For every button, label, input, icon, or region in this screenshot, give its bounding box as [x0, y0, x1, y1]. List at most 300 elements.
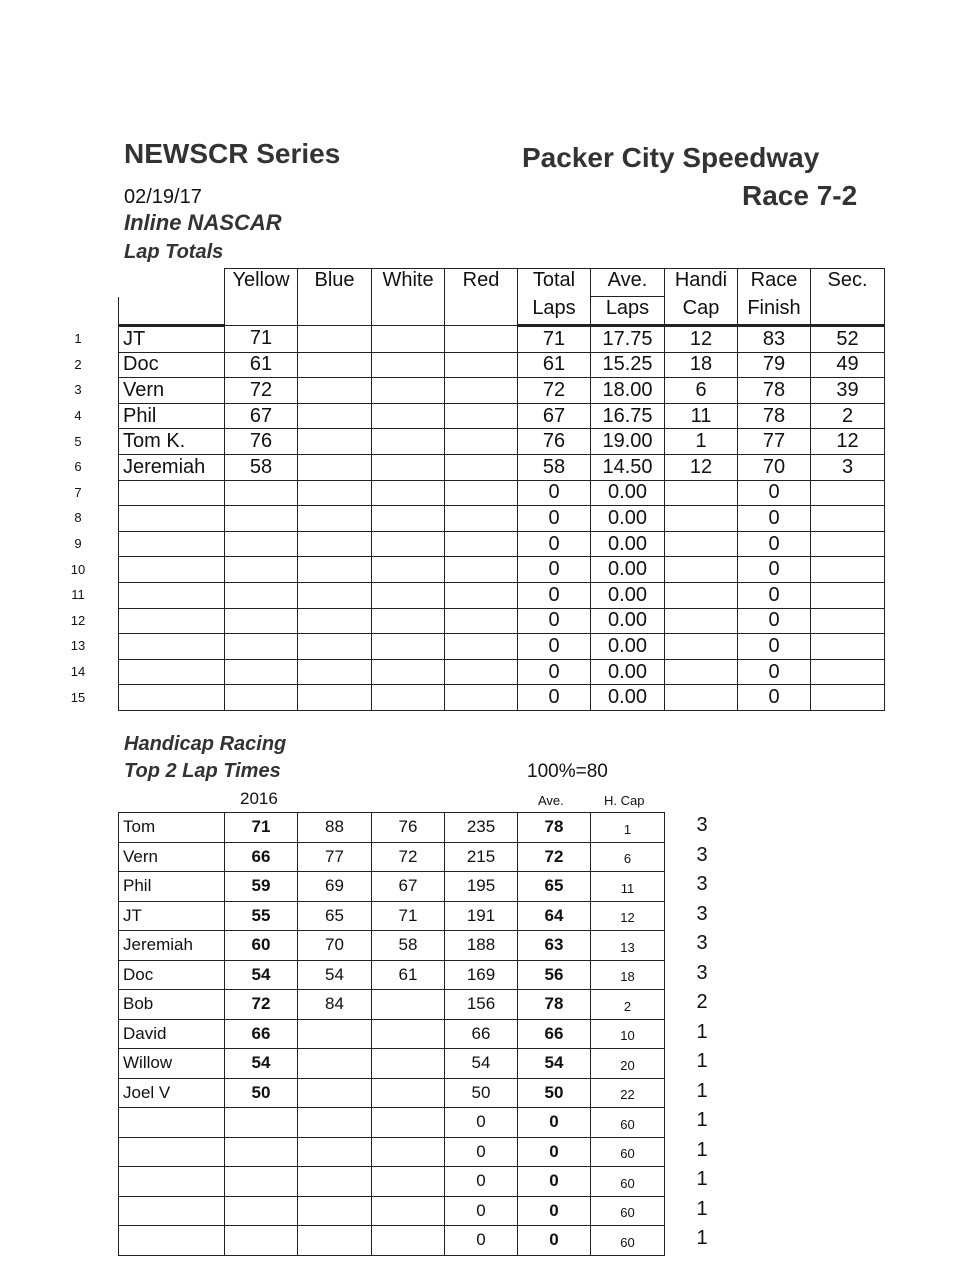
table-row — [119, 1049, 665, 1079]
driver-name: Vern — [119, 842, 225, 872]
handicap: 10 — [591, 1019, 665, 1049]
header-blank-2 — [119, 297, 225, 326]
table-row — [119, 480, 885, 506]
table-row — [119, 1167, 665, 1197]
race-finish: 0 — [738, 582, 811, 608]
red-laps — [445, 454, 518, 480]
row-number: 5 — [74, 433, 82, 449]
year-label: 2016 — [240, 789, 278, 808]
white-laps — [372, 531, 445, 557]
year-2016-laps: 66 — [225, 1019, 298, 1049]
seconds: 39 — [811, 378, 885, 404]
white-laps — [372, 429, 445, 455]
average-laps: 0.00 — [591, 659, 665, 685]
yellow-laps — [225, 582, 298, 608]
average-laps: 17.75 — [591, 326, 665, 353]
table-row — [119, 1137, 665, 1167]
driver-name — [119, 480, 225, 506]
handicap: 11 — [665, 403, 738, 429]
table-row — [119, 454, 885, 480]
average-laps: 0.00 — [591, 557, 665, 583]
blue-laps — [298, 608, 372, 634]
race-count: 1 — [696, 1079, 708, 1102]
white-laps — [372, 454, 445, 480]
header-handicap: Handi — [665, 269, 738, 297]
year-2016-laps: 54 — [225, 960, 298, 990]
average-laps: 19.00 — [591, 429, 665, 455]
driver-name: JT — [119, 901, 225, 931]
ave-label: Ave. — [538, 793, 564, 808]
average-laps: 63 — [518, 931, 591, 961]
blue-laps — [298, 378, 372, 404]
table-row — [119, 990, 665, 1020]
table-row — [119, 659, 885, 685]
yellow-laps: 67 — [225, 403, 298, 429]
handicap: 60 — [591, 1108, 665, 1138]
average-laps: 56 — [518, 960, 591, 990]
race-3-laps: 72 — [372, 842, 445, 872]
row-number: 12 — [70, 612, 86, 628]
table-row — [119, 872, 665, 902]
driver-name: Willow — [119, 1049, 225, 1079]
blue-laps — [298, 352, 372, 378]
table-row — [119, 842, 665, 872]
handicap: 60 — [591, 1196, 665, 1226]
seconds: 52 — [811, 326, 885, 353]
table-row — [119, 1226, 665, 1256]
row-number: 10 — [70, 561, 86, 577]
blue-laps — [298, 557, 372, 583]
race-2-laps: 84 — [298, 990, 372, 1020]
red-laps — [445, 352, 518, 378]
blue-laps — [298, 531, 372, 557]
red-laps — [445, 403, 518, 429]
red-laps — [445, 429, 518, 455]
average-laps: 14.50 — [591, 454, 665, 480]
header-race-finish: Finish — [738, 297, 811, 326]
seconds — [811, 506, 885, 532]
race-finish: 83 — [738, 326, 811, 353]
race-count: 3 — [696, 814, 708, 837]
table-row — [119, 531, 885, 557]
seconds: 49 — [811, 352, 885, 378]
lap-totals-table — [118, 268, 885, 711]
white-laps — [372, 378, 445, 404]
total-laps: 76 — [518, 429, 591, 455]
handicap — [665, 659, 738, 685]
race-2-laps — [298, 1226, 372, 1256]
handicap — [665, 608, 738, 634]
header-yellow: Yellow — [225, 269, 298, 326]
seconds — [811, 608, 885, 634]
row-number: 3 — [74, 382, 82, 398]
handicap: 6 — [591, 842, 665, 872]
blue-laps — [298, 480, 372, 506]
seconds: 12 — [811, 429, 885, 455]
race-2-laps — [298, 1196, 372, 1226]
driver-name: Joel V — [119, 1078, 225, 1108]
driver-name: Vern — [119, 378, 225, 404]
race-date: 02/19/17 — [124, 186, 202, 208]
race-3-laps — [372, 1226, 445, 1256]
handicap: 1 — [591, 813, 665, 843]
total-laps: 0 — [445, 1137, 518, 1167]
driver-name — [119, 582, 225, 608]
race-finish: 78 — [738, 378, 811, 404]
driver-name: Tom — [119, 813, 225, 843]
total-laps: 54 — [445, 1049, 518, 1079]
red-laps — [445, 480, 518, 506]
row-number: 11 — [71, 587, 85, 603]
race-finish: 0 — [738, 685, 811, 711]
handicap: 18 — [665, 352, 738, 378]
race-3-laps — [372, 1196, 445, 1226]
header-white: White — [372, 269, 445, 326]
race-count: 3 — [696, 961, 708, 984]
race-3-laps — [372, 990, 445, 1020]
table-row — [119, 326, 885, 353]
total-laps: 58 — [518, 454, 591, 480]
handicap: 22 — [591, 1078, 665, 1108]
race-3-laps: 61 — [372, 960, 445, 990]
race-finish: 79 — [738, 352, 811, 378]
race-finish: 0 — [738, 531, 811, 557]
total-laps: 215 — [445, 842, 518, 872]
year-2016-laps: 66 — [225, 842, 298, 872]
seconds — [811, 659, 885, 685]
race-finish: 0 — [738, 506, 811, 532]
total-laps: 71 — [518, 326, 591, 353]
handicap-subtitle: Top 2 Lap Times — [124, 760, 281, 782]
red-laps — [445, 326, 518, 353]
race-3-laps: 67 — [372, 872, 445, 902]
driver-name — [119, 506, 225, 532]
year-2016-laps: 72 — [225, 990, 298, 1020]
year-2016-laps — [225, 1108, 298, 1138]
race-3-laps — [372, 1137, 445, 1167]
race-2-laps — [298, 1019, 372, 1049]
year-2016-laps — [225, 1137, 298, 1167]
race-2-laps: 65 — [298, 901, 372, 931]
handicap: 13 — [591, 931, 665, 961]
race-2-laps: 70 — [298, 931, 372, 961]
red-laps — [445, 659, 518, 685]
race-finish: 0 — [738, 608, 811, 634]
race-finish: 0 — [738, 634, 811, 660]
driver-name: Jeremiah — [119, 931, 225, 961]
total-laps: 0 — [445, 1108, 518, 1138]
yellow-laps — [225, 685, 298, 711]
table-row — [119, 352, 885, 378]
average-laps: 0.00 — [591, 506, 665, 532]
race-finish: 0 — [738, 480, 811, 506]
yellow-laps: 72 — [225, 378, 298, 404]
race-count: 1 — [696, 1109, 708, 1132]
total-laps: 0 — [518, 557, 591, 583]
handicap: 18 — [591, 960, 665, 990]
row-number: 15 — [70, 689, 86, 705]
race-finish: 0 — [738, 557, 811, 583]
header-total: Total — [518, 269, 591, 297]
driver-name — [119, 1196, 225, 1226]
handicap: 11 — [591, 872, 665, 902]
total-laps: 0 — [445, 1226, 518, 1256]
total-laps: 156 — [445, 990, 518, 1020]
seconds: 3 — [811, 454, 885, 480]
table-row — [119, 1196, 665, 1226]
average-laps: 0.00 — [591, 480, 665, 506]
average-laps: 78 — [518, 990, 591, 1020]
total-laps: 67 — [518, 403, 591, 429]
table-row — [119, 813, 665, 843]
year-2016-laps — [225, 1196, 298, 1226]
total-laps: 0 — [518, 480, 591, 506]
seconds — [811, 557, 885, 583]
year-2016-laps: 59 — [225, 872, 298, 902]
race-finish: 78 — [738, 403, 811, 429]
average-laps: 54 — [518, 1049, 591, 1079]
race-2-laps — [298, 1108, 372, 1138]
driver-name — [119, 634, 225, 660]
table-row — [119, 582, 885, 608]
total-laps: 0 — [518, 608, 591, 634]
table-row — [119, 1019, 665, 1049]
red-laps — [445, 378, 518, 404]
total-laps: 61 — [518, 352, 591, 378]
total-laps: 0 — [445, 1196, 518, 1226]
header-race: Race — [738, 269, 811, 297]
blue-laps — [298, 403, 372, 429]
track-title: Packer City Speedway — [522, 142, 820, 173]
handicap — [665, 557, 738, 583]
total-laps: 0 — [518, 506, 591, 532]
yellow-laps: 61 — [225, 352, 298, 378]
handicap: 6 — [665, 378, 738, 404]
handicap — [665, 685, 738, 711]
blue-laps — [298, 582, 372, 608]
header-sec: Sec. — [811, 269, 885, 297]
yellow-laps — [225, 531, 298, 557]
average-laps: 0.00 — [591, 685, 665, 711]
driver-name: JT — [119, 326, 225, 353]
race-2-laps — [298, 1167, 372, 1197]
average-laps: 0.00 — [591, 634, 665, 660]
yellow-laps: 58 — [225, 454, 298, 480]
table-row — [119, 608, 885, 634]
handicap: 12 — [665, 326, 738, 353]
total-laps: 50 — [445, 1078, 518, 1108]
row-number: 6 — [74, 459, 82, 475]
race-count: 2 — [696, 991, 708, 1014]
yellow-laps: 71 — [225, 326, 298, 353]
white-laps — [372, 352, 445, 378]
row-number: 7 — [74, 484, 82, 500]
seconds — [811, 685, 885, 711]
average-laps: 0.00 — [591, 531, 665, 557]
red-laps — [445, 557, 518, 583]
year-2016-laps: 54 — [225, 1049, 298, 1079]
handicap — [665, 480, 738, 506]
average-laps: 0 — [518, 1167, 591, 1197]
yellow-laps — [225, 480, 298, 506]
average-laps: 50 — [518, 1078, 591, 1108]
race-2-laps — [298, 1137, 372, 1167]
average-laps: 0 — [518, 1226, 591, 1256]
year-2016-laps — [225, 1167, 298, 1197]
seconds — [811, 480, 885, 506]
average-laps: 15.25 — [591, 352, 665, 378]
table-row — [119, 1078, 665, 1108]
blue-laps — [298, 685, 372, 711]
header-sec-blank — [811, 297, 885, 326]
average-laps: 72 — [518, 842, 591, 872]
driver-name: David — [119, 1019, 225, 1049]
white-laps — [372, 403, 445, 429]
year-2016-laps: 60 — [225, 931, 298, 961]
race-3-laps: 58 — [372, 931, 445, 961]
handicap-title: Handicap Racing — [124, 733, 287, 755]
race-count: 3 — [696, 873, 708, 896]
race-3-laps: 71 — [372, 901, 445, 931]
total-laps: 0 — [518, 582, 591, 608]
row-number: 2 — [74, 356, 82, 372]
total-laps: 72 — [518, 378, 591, 404]
average-laps: 65 — [518, 872, 591, 902]
driver-name — [119, 557, 225, 583]
race-3-laps — [372, 1049, 445, 1079]
red-laps — [445, 506, 518, 532]
race-finish: 77 — [738, 429, 811, 455]
race-2-laps: 88 — [298, 813, 372, 843]
year-2016-laps — [225, 1226, 298, 1256]
table-row — [119, 1108, 665, 1138]
total-laps: 188 — [445, 931, 518, 961]
driver-name — [119, 1137, 225, 1167]
race-count: 1 — [696, 1168, 708, 1191]
yellow-laps — [225, 506, 298, 532]
white-laps — [372, 608, 445, 634]
total-laps: 0 — [518, 659, 591, 685]
table-row — [119, 931, 665, 961]
white-laps — [372, 685, 445, 711]
race-3-laps: 76 — [372, 813, 445, 843]
total-laps: 235 — [445, 813, 518, 843]
blue-laps — [298, 326, 372, 353]
series-title: NEWSCR Series — [124, 138, 341, 169]
seconds — [811, 634, 885, 660]
table-row — [119, 557, 885, 583]
handicap: 60 — [591, 1167, 665, 1197]
driver-name: Jeremiah — [119, 454, 225, 480]
red-laps — [445, 608, 518, 634]
blue-laps — [298, 506, 372, 532]
red-laps — [445, 531, 518, 557]
average-laps: 0 — [518, 1137, 591, 1167]
race-2-laps: 77 — [298, 842, 372, 872]
driver-name — [119, 608, 225, 634]
blue-laps — [298, 454, 372, 480]
handicap: 12 — [591, 901, 665, 931]
blue-laps — [298, 634, 372, 660]
row-number: 4 — [74, 408, 82, 424]
average-laps: 0.00 — [591, 608, 665, 634]
race-3-laps — [372, 1167, 445, 1197]
white-laps — [372, 634, 445, 660]
total-laps: 66 — [445, 1019, 518, 1049]
header-ave-laps: Laps — [591, 297, 665, 326]
handicap: 60 — [591, 1226, 665, 1256]
row-number: 13 — [70, 638, 86, 654]
handicap: 2 — [591, 990, 665, 1020]
scale-note: 100%=80 — [527, 761, 608, 782]
blue-laps — [298, 429, 372, 455]
driver-name — [119, 659, 225, 685]
race-2-laps: 69 — [298, 872, 372, 902]
race-finish: 0 — [738, 659, 811, 685]
handicap: 20 — [591, 1049, 665, 1079]
driver-name: Bob — [119, 990, 225, 1020]
row-number: 9 — [74, 536, 82, 552]
race-3-laps — [372, 1019, 445, 1049]
header-total-laps: Laps — [518, 297, 591, 326]
table-row — [119, 506, 885, 532]
row-number: 8 — [74, 510, 82, 526]
year-2016-laps: 71 — [225, 813, 298, 843]
average-laps: 0 — [518, 1196, 591, 1226]
header-red: Red — [445, 269, 518, 326]
table-row — [119, 429, 885, 455]
driver-name — [119, 531, 225, 557]
driver-name: Tom K. — [119, 429, 225, 455]
seconds — [811, 531, 885, 557]
driver-name — [119, 1167, 225, 1197]
year-2016-laps: 55 — [225, 901, 298, 931]
total-laps: 0 — [518, 634, 591, 660]
yellow-laps — [225, 608, 298, 634]
race-count: 1 — [696, 1227, 708, 1250]
driver-name: Doc — [119, 352, 225, 378]
race-count: 1 — [696, 1050, 708, 1073]
table-row — [119, 634, 885, 660]
driver-name — [119, 1108, 225, 1138]
seconds: 2 — [811, 403, 885, 429]
total-laps: 191 — [445, 901, 518, 931]
race-count: 1 — [696, 1020, 708, 1043]
yellow-laps — [225, 557, 298, 583]
average-laps: 18.00 — [591, 378, 665, 404]
driver-name: Doc — [119, 960, 225, 990]
average-laps: 64 — [518, 901, 591, 931]
race-count: 3 — [696, 902, 708, 925]
header-blank — [119, 269, 225, 297]
handicap: 1 — [665, 429, 738, 455]
white-laps — [372, 326, 445, 353]
yellow-laps: 76 — [225, 429, 298, 455]
white-laps — [372, 659, 445, 685]
red-laps — [445, 582, 518, 608]
handicap-table — [118, 812, 665, 1256]
driver-name — [119, 1226, 225, 1256]
table-row — [119, 960, 665, 990]
average-laps: 16.75 — [591, 403, 665, 429]
handicap: 12 — [665, 454, 738, 480]
race-2-laps: 54 — [298, 960, 372, 990]
year-2016-laps: 50 — [225, 1078, 298, 1108]
header-ave: Ave. — [591, 269, 665, 297]
hcap-label: H. Cap — [604, 793, 645, 808]
race-count: 1 — [696, 1138, 708, 1161]
row-number: 1 — [74, 330, 82, 346]
